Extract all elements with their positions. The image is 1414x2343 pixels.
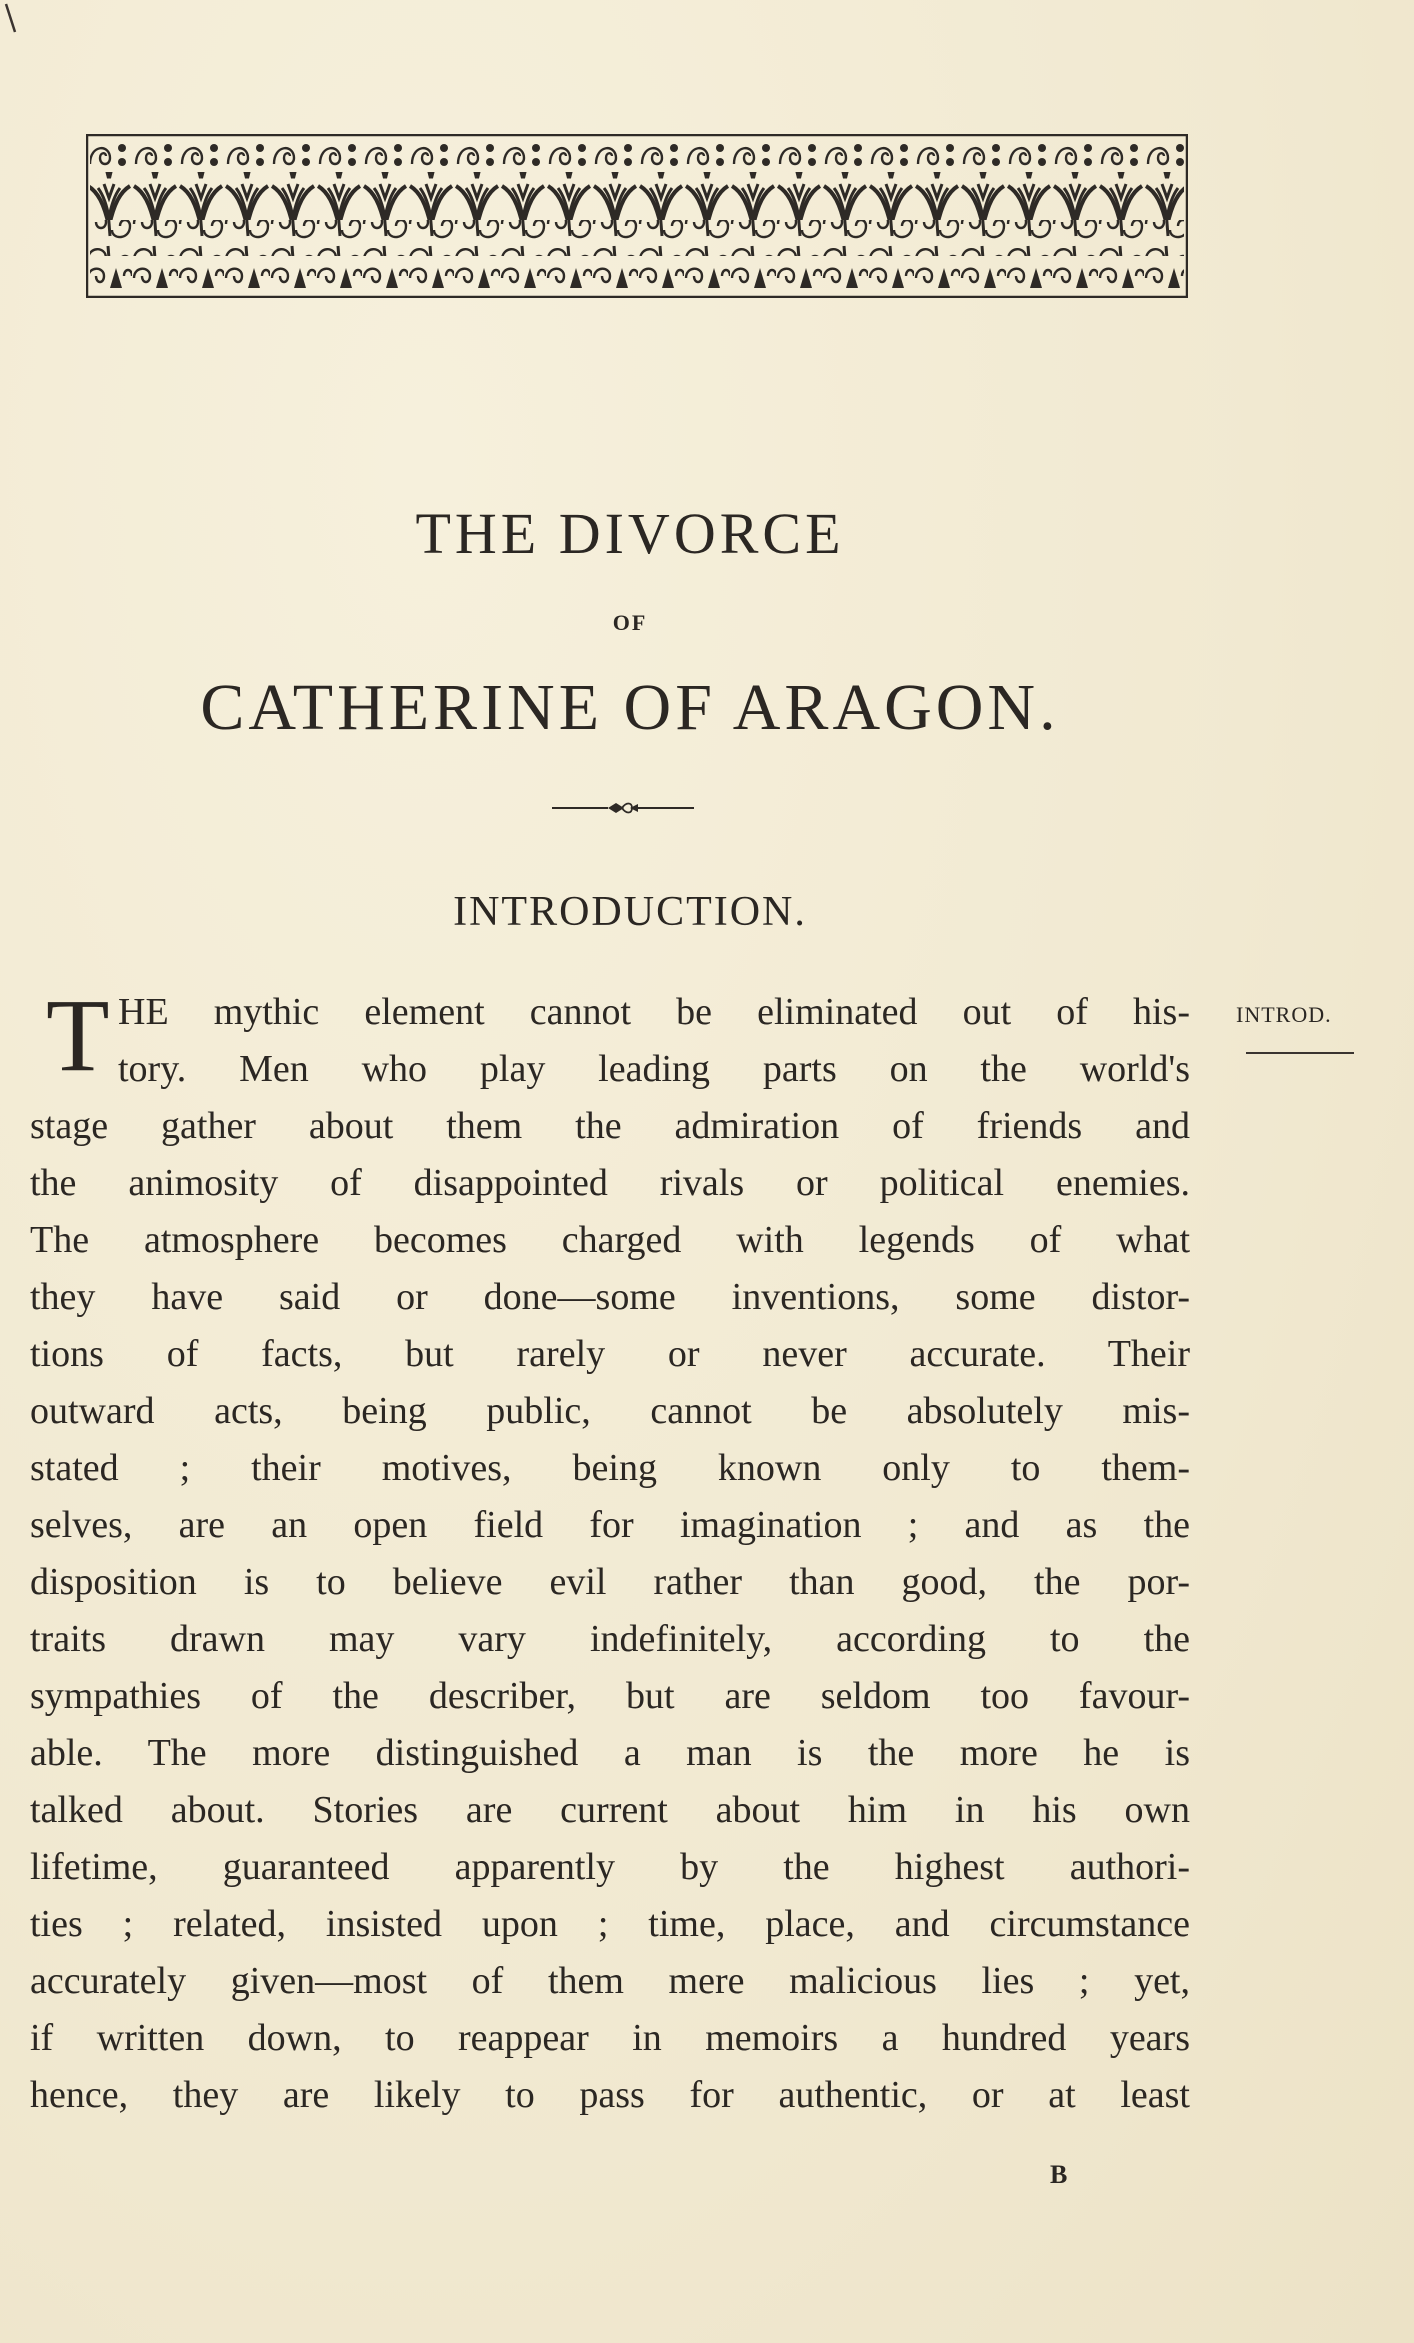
- body-line: lifetime, guaranteed apparently by the highest authori-: [30, 1846, 1190, 1888]
- body-line: disposition is to believe evil rather than good, the por-: [30, 1561, 1190, 1603]
- body-line: accurately given—most of them mere malicious lies ; yet,: [30, 1960, 1190, 2002]
- book-subtitle: CATHERINE OF ARAGON.: [200, 671, 1060, 744]
- title-connector: OF: [612, 610, 648, 635]
- corner-stroke-mark: [4, 2, 18, 36]
- decorative-headpiece-ornament: [86, 134, 1188, 298]
- ornamental-rule: [552, 800, 694, 816]
- body-line: tions of facts, but rarely or never accurate. Their: [30, 1333, 1190, 1375]
- body-line: hence, they are likely to pass for authentic, or at least: [30, 2074, 1190, 2116]
- body-line: talked about. Stories are current about him in his own: [30, 1789, 1190, 1831]
- body-line: tory. Men who play leading parts on the world's: [118, 1048, 1190, 1090]
- body-line: if written down, to reappear in memoirs a hundred years: [30, 2017, 1190, 2059]
- body-line: stage gather about them the admiration of friends and: [30, 1105, 1190, 1147]
- body-line: stated ; their motives, being known only to them-: [30, 1447, 1190, 1489]
- body-line: selves, are an open field for imagination ; and as the: [30, 1504, 1190, 1546]
- body-line: they have said or done—some inventions, some distor-: [30, 1276, 1190, 1318]
- book-title: THE DIVORCE: [415, 501, 845, 566]
- drop-cap: T: [46, 978, 110, 1093]
- body-line: ties ; related, insisted upon ; time, place, and circumstance: [30, 1903, 1190, 1945]
- section-heading: INTRODUCTION.: [453, 889, 807, 935]
- signature-mark: B: [1050, 2160, 1068, 2189]
- marginal-note: INTROD.: [1236, 1002, 1332, 1027]
- body-line: The atmosphere becomes charged with legends of what: [30, 1219, 1190, 1261]
- body-line: outward acts, being public, cannot be absolutely mis-: [30, 1390, 1190, 1432]
- marginal-rule: [1246, 1052, 1354, 1054]
- body-line: traits drawn may vary indefinitely, according to the: [30, 1618, 1190, 1660]
- body-line: HE mythic element cannot be eliminated out of his-: [118, 991, 1190, 1033]
- body-line: able. The more distinguished a man is the more he is: [30, 1732, 1190, 1774]
- body-line: the animosity of disappointed rivals or political enemies.: [30, 1162, 1190, 1204]
- body-line: sympathies of the describer, but are seldom too favour-: [30, 1675, 1190, 1717]
